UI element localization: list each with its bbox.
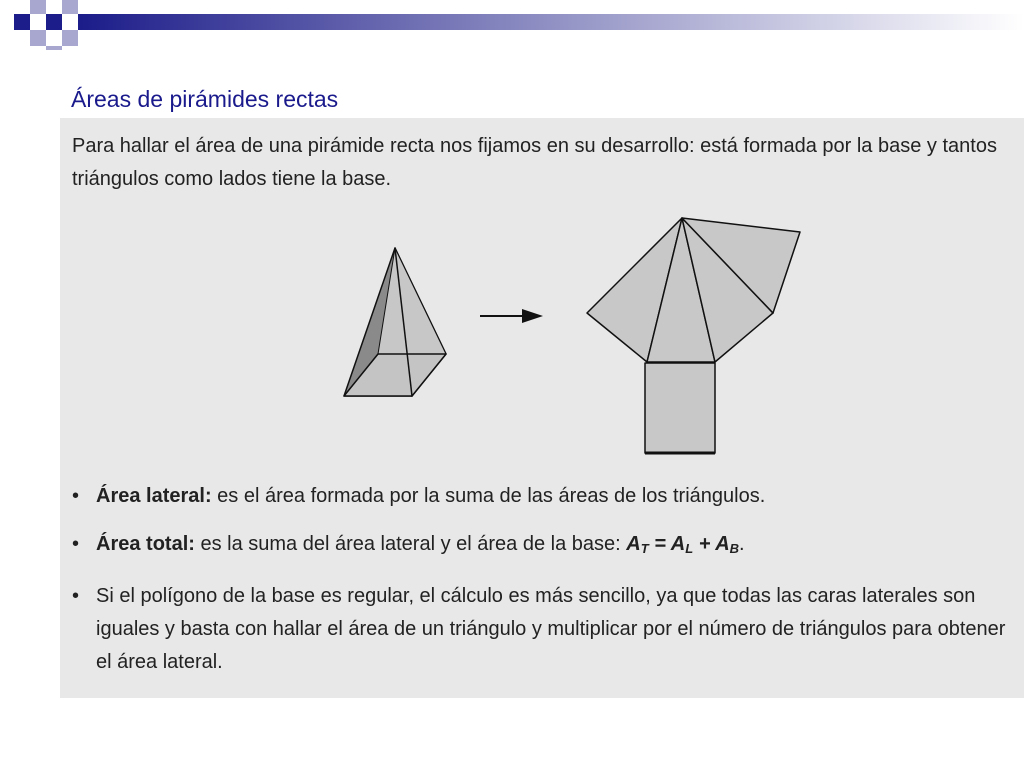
formula-end: . [739, 533, 745, 555]
pyramid-net-icon [587, 218, 800, 453]
bullet-list [72, 480, 1007, 694]
bullet-icon: • [72, 533, 80, 555]
intro-text: Para hallar el área de una pirámide recta nos fijamos en su desarrollo: está formada por la base y tantos triángulos como lados tiene la base. [72, 135, 997, 190]
list-item [72, 528, 1007, 565]
right-arrow-icon [480, 309, 543, 323]
pyramid-3d-icon [344, 248, 446, 396]
definition-text: Si el polígono de la base es regular, el cálculo es más sencillo, ya que todas las caras laterales son iguales y basta con hallar el área de un triángulo y multiplicar por el número de triángulos para obtener el área lateral. [96, 585, 1006, 673]
content-panel [60, 118, 1024, 698]
slide-title: Áreas de pirámides rectas [71, 86, 339, 112]
header-decoration [0, 0, 1024, 50]
bullet-icon: • [72, 585, 80, 607]
definition-text: es el área formada por la suma de las áreas de los triángulos. [211, 485, 766, 507]
bullet-icon: • [72, 485, 80, 507]
list-item [72, 480, 1007, 513]
term-area-lateral: Área lateral: [96, 485, 212, 507]
definition-text: es la suma del área lateral y el área de la base: [194, 533, 627, 555]
term-area-total: Área total: [96, 533, 195, 555]
list-item [72, 580, 1007, 679]
area-formula: $A_T = A_L + A_B$ [626, 533, 740, 556]
